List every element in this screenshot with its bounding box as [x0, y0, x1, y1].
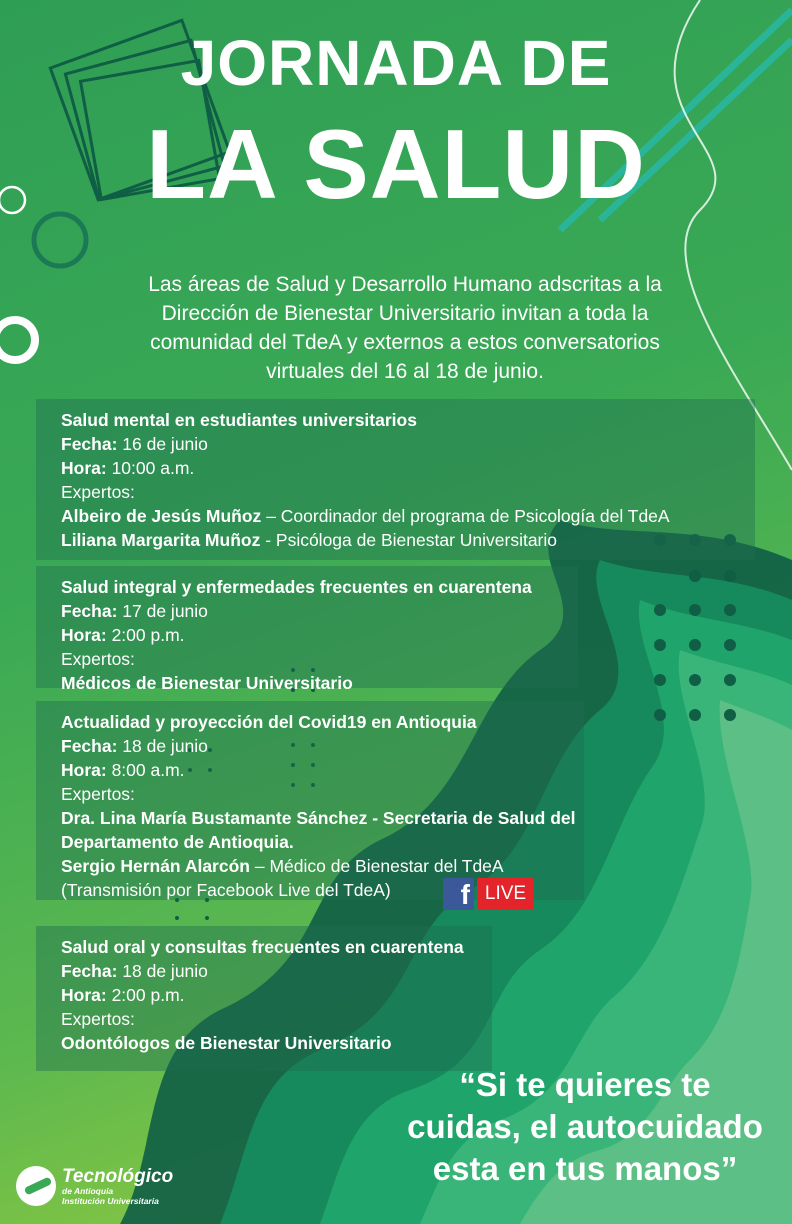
event-time	[61, 623, 578, 647]
date-label: Fecha:	[61, 961, 118, 981]
event-title: Salud integral y enfermedades frecuentes en cuarentena	[61, 577, 532, 597]
logo-name: Tecnológico	[62, 1165, 174, 1187]
time-value: 8:00 a.m.	[111, 760, 185, 780]
event-card-covid19	[36, 701, 584, 900]
expert-name: Liliana Margarita Muñoz	[61, 530, 261, 550]
event-card-integral-health	[36, 566, 578, 693]
date-value: 16 de junio	[122, 434, 208, 454]
expert-name: Médicos de Bienestar Universitario	[61, 673, 353, 693]
expert-line	[61, 830, 584, 854]
title-line-2: LA SALUD	[146, 109, 646, 219]
event-title: Actualidad y proyección del Covid19 en Antioquia	[61, 712, 477, 732]
quote-line: cuidas, el autocuidado	[407, 1108, 763, 1145]
event-time	[61, 456, 755, 480]
broadcast-note: (Transmisión por Facebook Live del TdeA)	[61, 880, 391, 900]
intro-line: comunidad del TdeA y externos a estos conversatorios	[150, 331, 660, 354]
time-value: 2:00 p.m.	[111, 985, 185, 1005]
live-label: LIVE	[477, 878, 534, 910]
quote	[380, 1064, 790, 1190]
experts-label: Expertos:	[61, 482, 135, 502]
time-label: Hora:	[61, 985, 107, 1005]
event-date	[61, 432, 755, 456]
facebook-live-badge	[443, 878, 534, 910]
quote-line: esta en tus manos”	[432, 1150, 738, 1187]
intro-line: Las áreas de Salud y Desarrollo Humano adscritas a la	[148, 273, 662, 296]
event-time	[61, 758, 584, 782]
time-value: 2:00 p.m.	[111, 625, 185, 645]
expert-name: Albeiro de Jesús Muñoz	[61, 506, 262, 526]
expert-role: – Médico de Bienestar del TdeA	[254, 856, 504, 876]
intro-line: virtuales del 16 al 18 de junio.	[266, 360, 544, 383]
logo-icon	[16, 1166, 56, 1206]
event-date	[61, 959, 492, 983]
expert-line	[61, 806, 584, 830]
event-title: Salud oral y consultas frecuentes en cuarentena	[61, 937, 464, 957]
event-date	[61, 599, 578, 623]
expert-line	[61, 854, 584, 878]
title-line-1: JORNADA DE	[180, 27, 612, 99]
intro-line: Dirección de Bienestar Universitario invitan a toda la	[161, 302, 649, 325]
experts-label: Expertos:	[61, 649, 135, 669]
event-card-mental-health	[36, 399, 755, 560]
date-label: Fecha:	[61, 601, 118, 621]
date-value: 18 de junio	[122, 736, 208, 756]
event-date	[61, 734, 584, 758]
event-title: Salud mental en estudiantes universitarios	[61, 410, 417, 430]
date-value: 17 de junio	[122, 601, 208, 621]
date-label: Fecha:	[61, 736, 118, 756]
event-time	[61, 983, 492, 1007]
expert-name: Dra. Lina María Bustamante Sánchez - Secretaria de Salud del	[61, 808, 576, 828]
facebook-icon: f	[443, 878, 474, 910]
logo-text	[62, 1167, 173, 1206]
date-label: Fecha:	[61, 434, 118, 454]
expert-name: Departamento de Antioquia.	[61, 832, 294, 852]
time-value: 10:00 a.m.	[111, 458, 195, 478]
expert-name: Odontólogos de Bienestar Universitario	[61, 1033, 392, 1053]
logo-sub1: de Antioquia	[62, 1185, 114, 1196]
expert-name: Sergio Hernán Alarcón	[61, 856, 250, 876]
expert-role: - Psicóloga de Bienestar Universitario	[265, 530, 558, 550]
event-card-oral-health	[36, 926, 492, 1071]
date-value: 18 de junio	[122, 961, 208, 981]
institution-logo	[16, 1166, 173, 1206]
expert-line	[61, 528, 755, 552]
intro-text	[90, 270, 720, 386]
quote-line: “Si te quieres te	[459, 1066, 711, 1103]
expert-line	[61, 504, 755, 528]
expert-line	[61, 671, 578, 695]
time-label: Hora:	[61, 625, 107, 645]
logo-sub2: Institución Universitaria	[62, 1195, 159, 1206]
expert-line	[61, 1031, 492, 1055]
expert-role: – Coordinador del programa de Psicología del TdeA	[266, 506, 670, 526]
time-label: Hora:	[61, 760, 107, 780]
experts-label: Expertos:	[61, 1009, 135, 1029]
time-label: Hora:	[61, 458, 107, 478]
experts-label: Expertos:	[61, 784, 135, 804]
